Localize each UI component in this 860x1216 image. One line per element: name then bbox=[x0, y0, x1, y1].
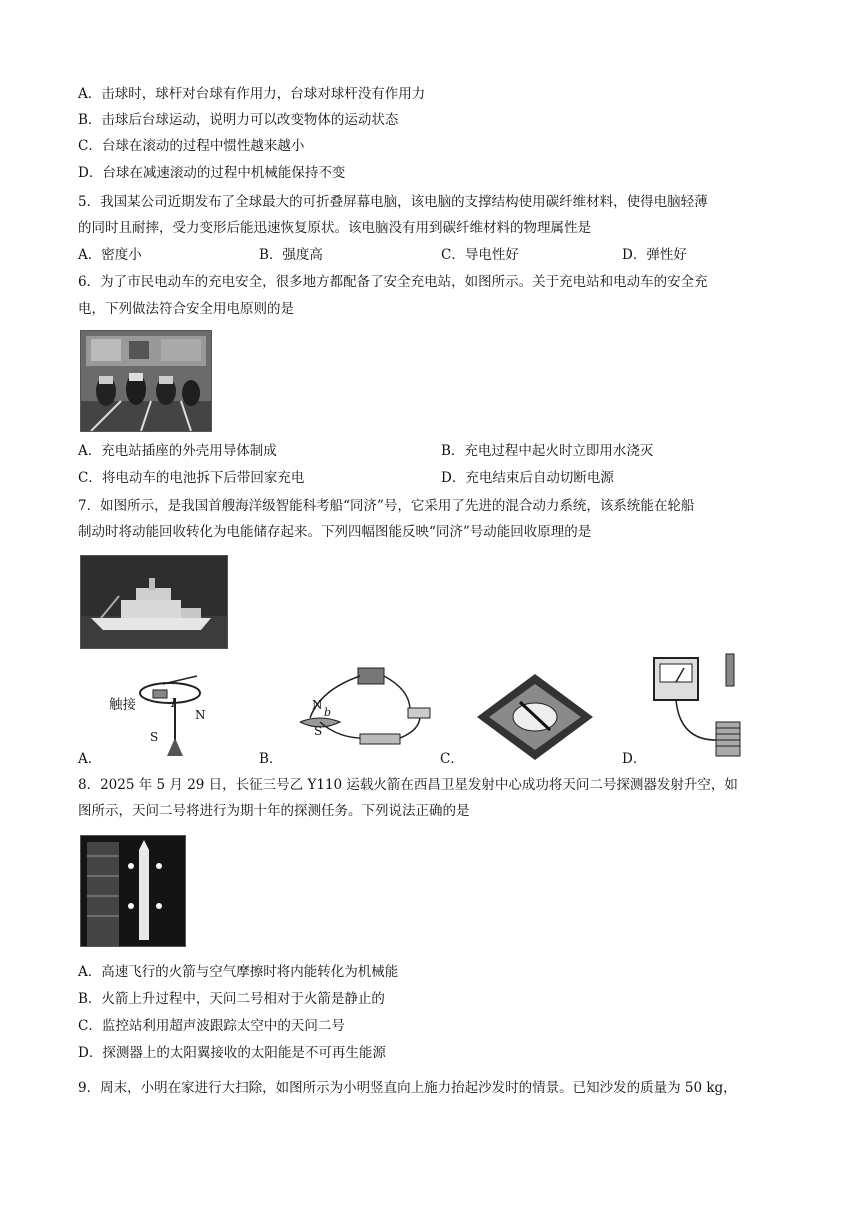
q8-option-b: B．火箭上升过程中，天问二号相对于火箭是静止的 bbox=[78, 991, 385, 1007]
q6-option-d: D．充电结束后自动切断电源 bbox=[441, 470, 614, 486]
q6-option-c: C．将电动车的电池拆下后带回家充电 bbox=[78, 470, 305, 486]
q8-option-a: A．高速飞行的火箭与空气摩擦时将内能转化为机械能 bbox=[78, 964, 399, 980]
q4-option-a: A．击球时，球杆对台球有作用力，台球对球杆没有作用力 bbox=[78, 86, 426, 102]
q8-option-d: D．探测器上的太阳翼接收的太阳能是不可再生能源 bbox=[78, 1045, 386, 1061]
q6-stem-line2: 电，下列做法符合安全用电原则的是 bbox=[78, 301, 294, 317]
q4-option-c: C．台球在滚动的过程中惯性越来越小 bbox=[78, 138, 305, 154]
q7-fig-a-s-label: S bbox=[150, 730, 159, 744]
q7-fig-b-s-label: S bbox=[314, 724, 323, 738]
q7-choice-c: C． bbox=[440, 751, 464, 767]
q6-stem-line1: 6．为了市民电动车的充电安全，很多地方都配备了安全充电站，如图所示。关于充电站和电动车的安全充 bbox=[78, 274, 708, 290]
q5-stem-line1: 5．我国某公司近期发布了全球最大的可折叠屏幕电脑，该电脑的支撑结构使用碳纤维材料，使得电脑轻薄 bbox=[78, 194, 708, 210]
q6-option-a: A．充电站插座的外壳用导体制成 bbox=[78, 443, 277, 459]
rocket-launch-photo bbox=[80, 835, 186, 947]
q7-fig-a bbox=[105, 668, 225, 758]
q5-option-b: B．强度高 bbox=[259, 247, 323, 263]
charging-station-photo bbox=[80, 330, 212, 432]
q7-fig-d bbox=[650, 652, 760, 760]
q7-choice-d: D． bbox=[622, 751, 647, 767]
q7-fig-a-touch-label: 触接 bbox=[109, 697, 136, 713]
q6-option-b: B．充电过程中起火时立即用水浇灭 bbox=[441, 443, 654, 459]
q5-stem-line2: 的同时且耐摔，受力变形后能迅速恢复原状。该电脑没有用到碳纤维材料的物理属性是 bbox=[78, 220, 591, 236]
q5-option-a: A．密度小 bbox=[78, 247, 142, 263]
q7-stem-line2: 制动时将动能回收转化为电能储存起来。下列四幅图能反映“同济”号动能回收原理的是 bbox=[78, 524, 592, 540]
q7-choice-b: B． bbox=[259, 751, 283, 767]
q7-fig-b-n-label: N bbox=[312, 698, 323, 712]
q7-fig-b-b-label: b bbox=[324, 706, 332, 719]
q4-option-d: D．台球在减速滚动的过程中机械能保持不变 bbox=[78, 165, 346, 181]
q7-fig-a-i-label: I bbox=[171, 696, 176, 710]
q7-fig-b bbox=[290, 660, 440, 760]
q8-option-c: C．监控站利用超声波跟踪太空中的天问二号 bbox=[78, 1018, 345, 1034]
q7-stem-line1: 7．如图所示，是我国首艘海洋级智能科考船“同济”号，它采用了先进的混合动力系统，该系统能在轮船 bbox=[78, 498, 695, 514]
q9-stem-line1: 9．周末，小明在家进行大扫除，如图所示为小明竖直向上施力抬起沙发时的情景。已知沙发的质量为 50 kg， bbox=[78, 1080, 737, 1096]
q7-fig-a-n-label: N bbox=[195, 708, 206, 722]
research-ship-photo bbox=[80, 555, 228, 649]
q8-stem-line1: 8．2025 年 5 月 29 日，长征三号乙 Y110 运载火箭在西昌卫星发射中心成功将天问二号探测器发射升空，如 bbox=[78, 777, 738, 793]
q5-option-c: C．导电性好 bbox=[441, 247, 519, 263]
q8-stem-line2: 图所示，天问二号将进行为期十年的探测任务。下列说法正确的是 bbox=[78, 803, 470, 819]
q7-choice-a: A． bbox=[78, 751, 102, 767]
q4-option-b: B．击球后台球运动，说明力可以改变物体的运动状态 bbox=[78, 112, 399, 128]
q5-option-d: D．弹性好 bbox=[622, 247, 687, 263]
q7-fig-c bbox=[475, 672, 595, 762]
